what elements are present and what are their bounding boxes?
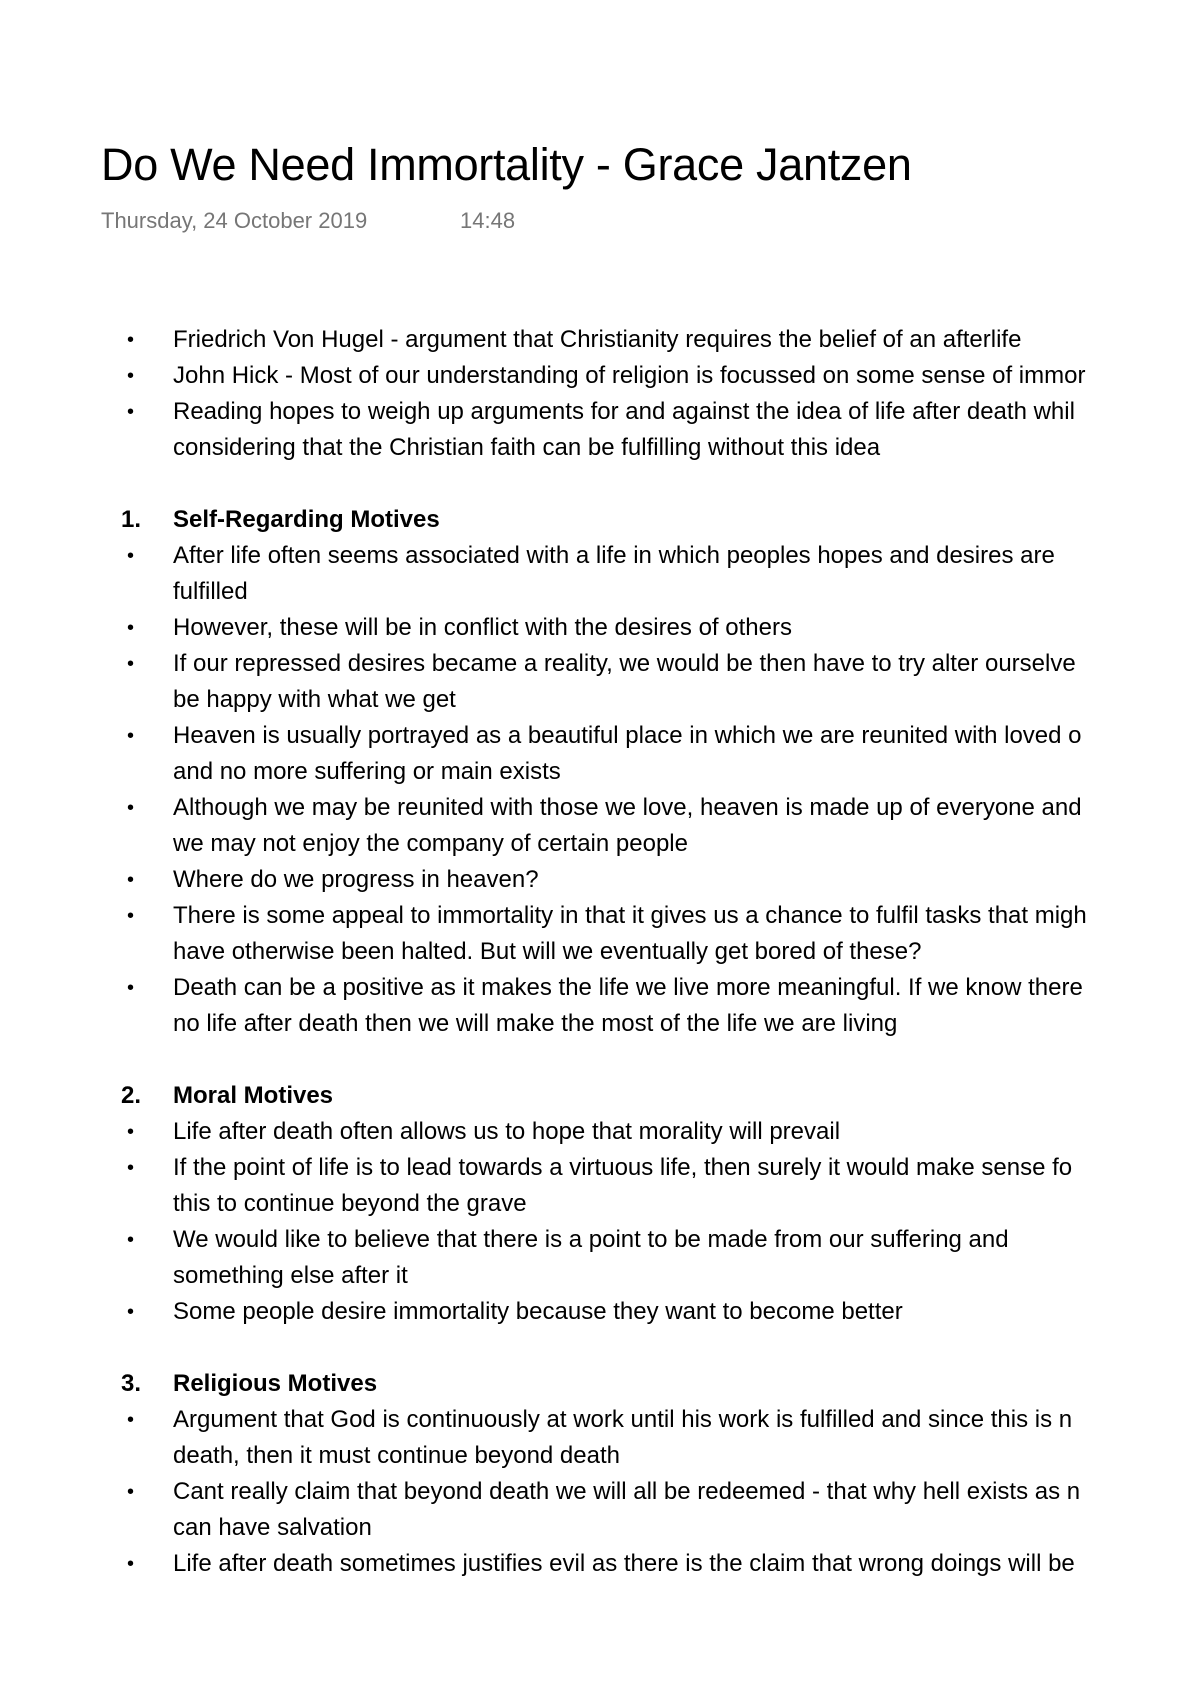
bullet-marker: • [127,1157,135,1179]
section-bullet [0,1474,1200,1546]
bullet-marker: • [127,1481,135,1503]
bullet-text: Life after death often allows us to hope that morality will prevail [173,1118,841,1145]
bullet-marker: • [127,617,135,639]
section-heading-text: Moral Motives [173,1082,334,1109]
bullet-text: Death can be a positive as it makes the life we live more meaningful. If we know there no life after death then we will make the most of the life we are living [173,974,1083,1037]
bullet-marker: • [127,725,135,747]
section-bullet [0,1294,1200,1330]
section-bullet [0,1150,1200,1222]
section-number: 2. [121,1082,142,1109]
section-bullet [0,862,1200,898]
bullet-marker: • [127,1121,135,1143]
section-bullet [0,898,1200,970]
note-timestamp [101,206,516,236]
bullet-marker: • [127,1553,135,1575]
bullet-marker: • [127,797,135,819]
bullet-text: However, these will be in conflict with the desires of others [173,614,792,641]
bullet-marker: • [127,365,135,387]
bullet-text: John Hick - Most of our understanding of religion is focussed on some sense of immor [173,362,1086,389]
intro-bullet [0,394,1200,466]
bullet-marker: • [127,401,135,423]
section-bullet [0,970,1200,1042]
section-heading [0,1078,1200,1114]
bullet-text: If the point of life is to lead towards a virtuous life, then surely it would make sense fo this to continue beyond the grave [173,1154,1073,1217]
bullet-text: Some people desire immortality because they want to become better [173,1298,903,1325]
bullet-text: Heaven is usually portrayed as a beautiful place in which we are reunited with loved o and no more suffering or main exists [173,722,1082,785]
intro-bullet [0,358,1200,394]
bullet-marker: • [127,653,135,675]
bullet-text: Where do we progress in heaven? [173,866,539,893]
bullet-marker: • [127,545,135,567]
section-number: 3. [121,1370,142,1397]
bullet-marker: • [127,329,135,351]
bullet-marker: • [127,1409,135,1431]
note-date: Thursday, 24 October 2019 [101,208,368,233]
section-bullet [0,1114,1200,1150]
bullet-marker: • [127,1229,135,1251]
bullet-marker: • [127,869,135,891]
bullet-text: Although we may be reunited with those we love, heaven is made up of everyone and we may not enjoy the company of certain people [173,794,1082,857]
bullet-text: Life after death sometimes justifies evil as there is the claim that wrong doings will be [173,1550,1075,1577]
section-bullet [0,1402,1200,1474]
section-heading-text: Self-Regarding Motives [173,506,440,533]
section-bullet [0,1546,1200,1582]
section-bullet [0,538,1200,610]
section-heading-text: Religious Motives [173,1370,378,1397]
bullet-marker: • [127,977,135,999]
note-time: 14:48 [460,208,516,233]
section-bullet [0,646,1200,718]
section-heading [0,502,1200,538]
bullet-marker: • [127,905,135,927]
bullet-text: After life often seems associated with a life in which peoples hopes and desires are fulfilled [173,542,1055,605]
section-bullet [0,790,1200,862]
bullet-text: There is some appeal to immortality in that it gives us a chance to fulfil tasks that migh have otherwise been halted. But will we eventually get bored of these? [173,902,1087,965]
section-bullet [0,1222,1200,1294]
bullet-text: Friedrich Von Hugel - argument that Christianity requires the belief of an afterlife [173,326,1022,353]
note-body [0,322,1200,1582]
bullet-text: If our repressed desires became a reality, we would be then have to try alter ourselve be happy with what we get [173,650,1076,713]
section-bullet [0,610,1200,646]
page-title: Do We Need Immortality - Grace Jantzen [101,139,912,190]
section-bullet [0,718,1200,790]
intro-bullet [0,322,1200,358]
section-heading [0,1366,1200,1402]
bullet-text: Argument that God is continuously at work until his work is fulfilled and since this is n death, then it must continue beyond death [173,1406,1073,1469]
section-number: 1. [121,506,142,533]
bullet-marker: • [127,1301,135,1323]
bullet-text: We would like to believe that there is a point to be made from our suffering and something else after it [173,1226,1009,1289]
bullet-text: Reading hopes to weigh up arguments for and against the idea of life after death whil considering that the Christian faith can be fulfilling without this idea [173,398,1075,461]
bullet-text: Cant really claim that beyond death we will all be redeemed - that why hell exists as n can have salvation [173,1478,1081,1541]
